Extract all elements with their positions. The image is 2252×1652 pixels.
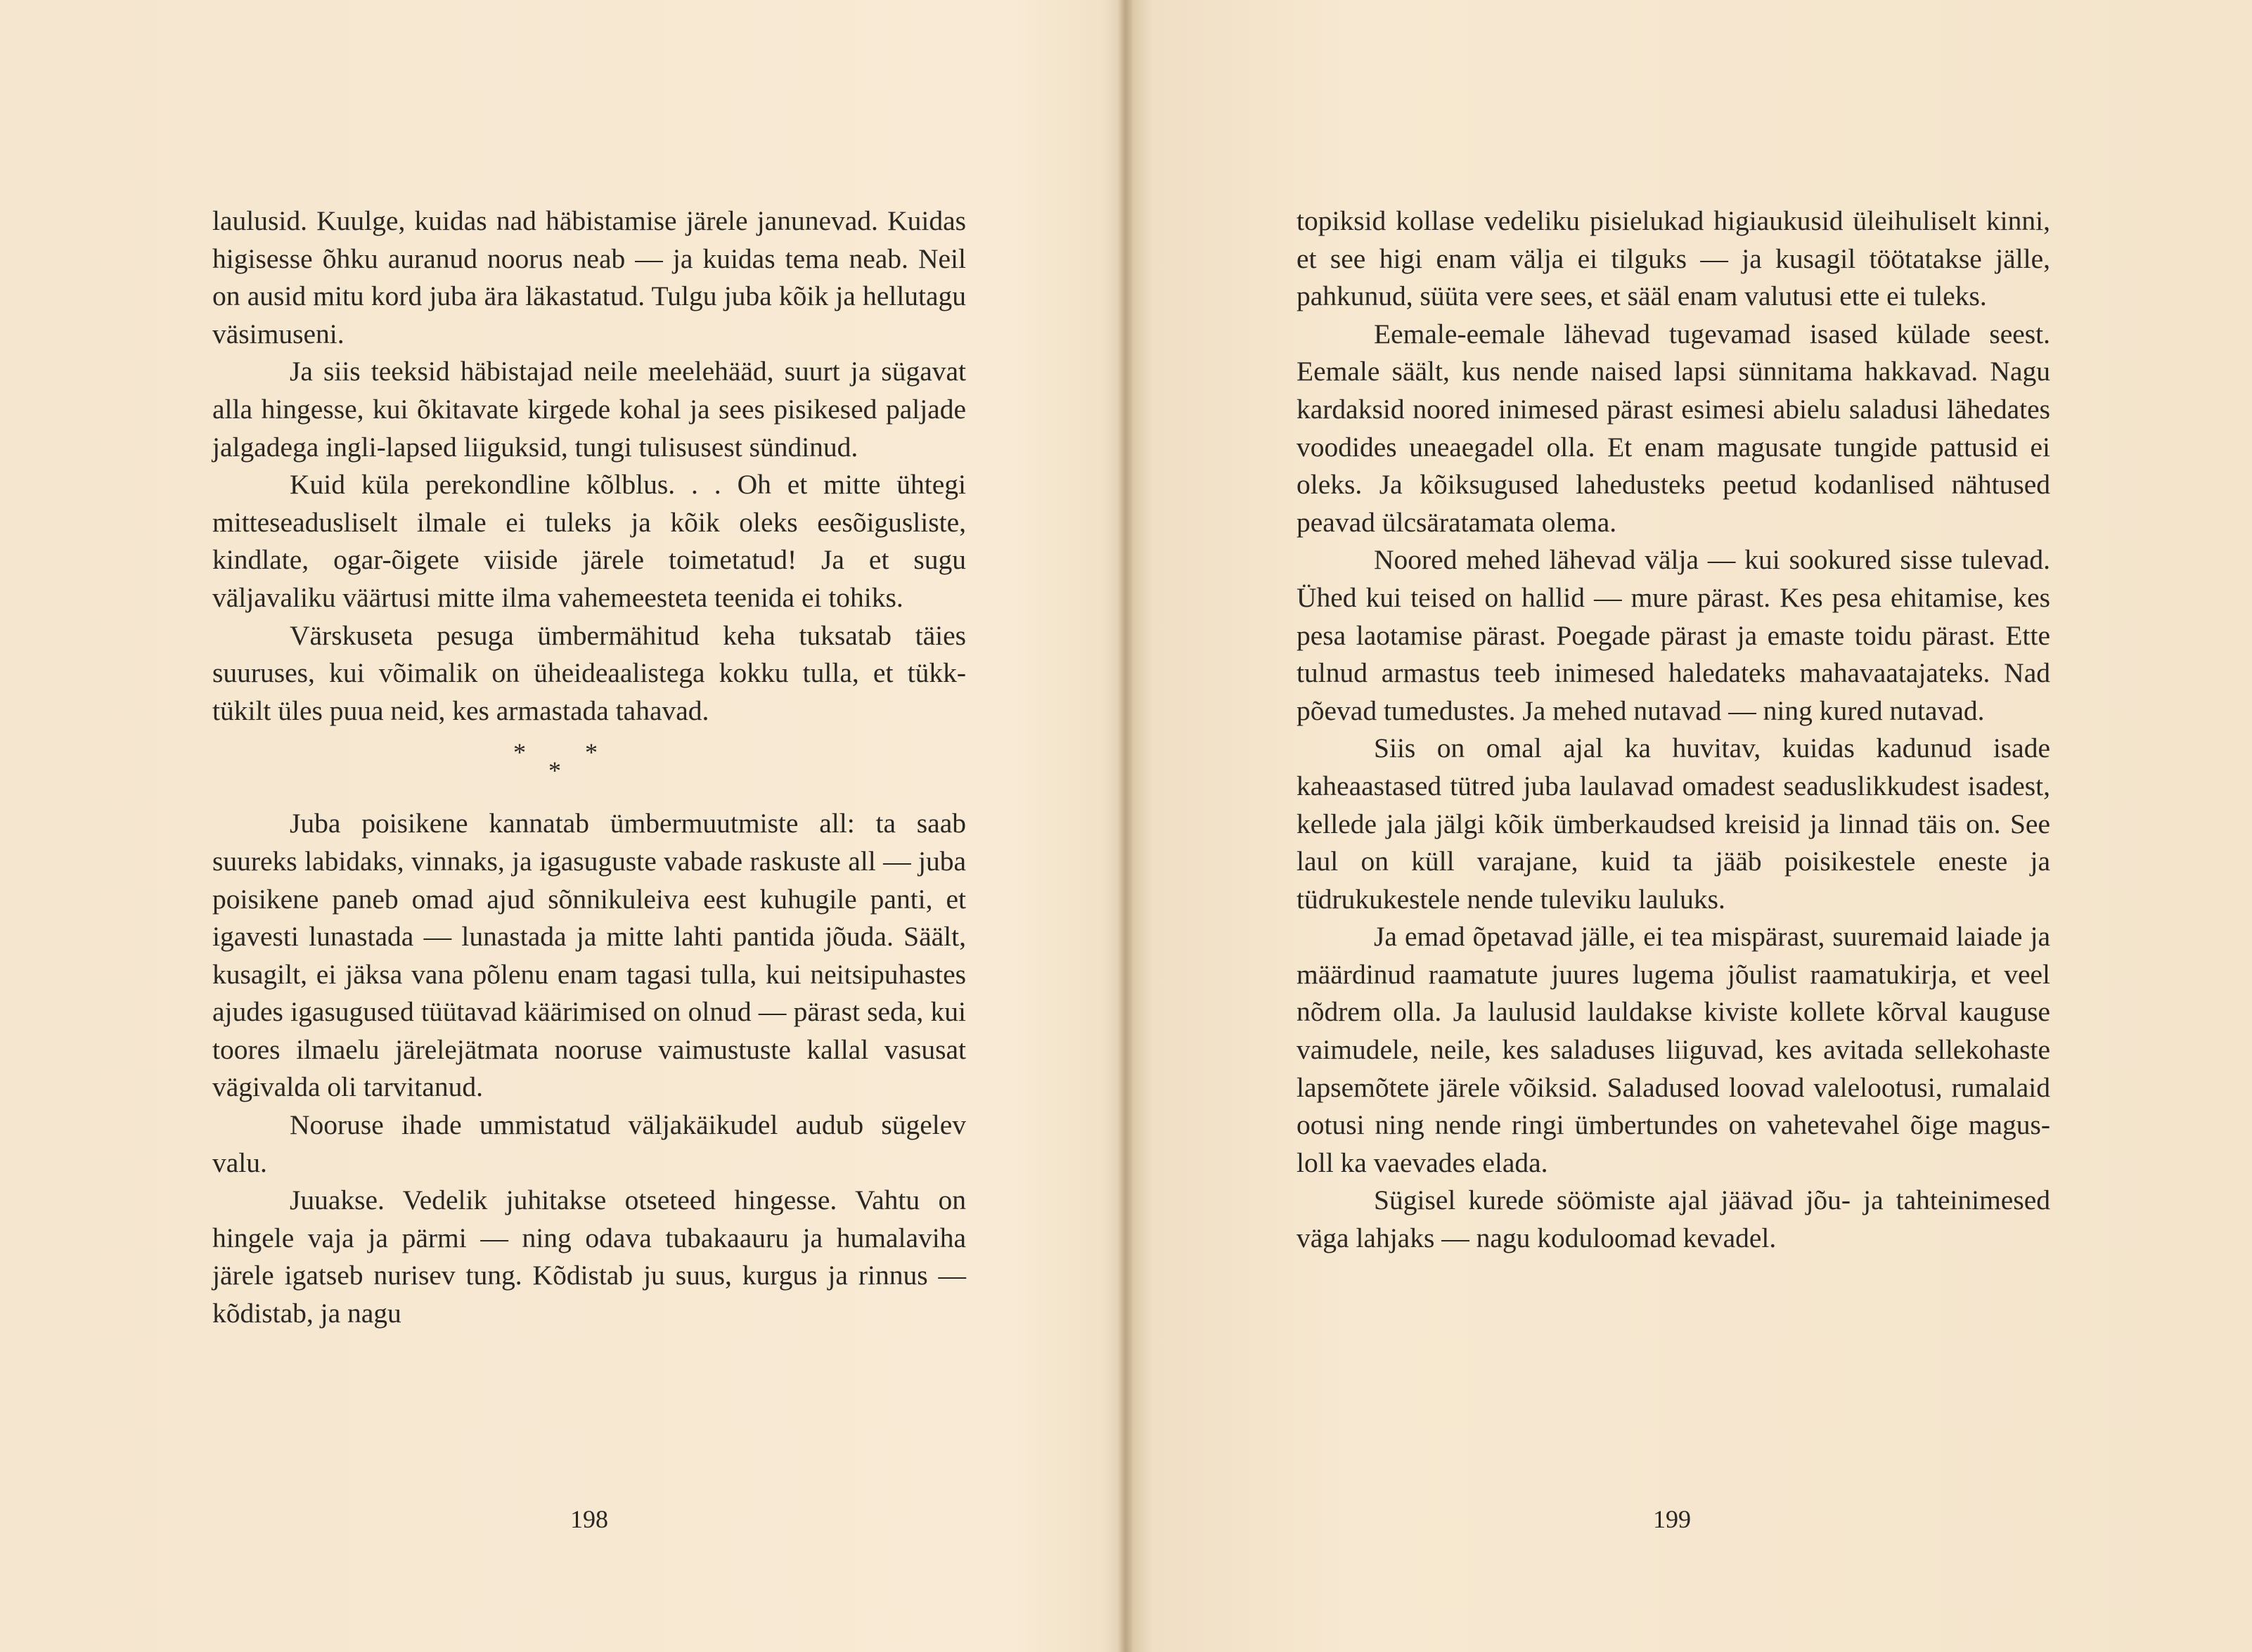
left-paragraph: Juuakse. Vedelik juhitakse otseteed hingesse. Vahtu on hingele vaja ja pärmi — ning odava tubakaauru ja humalaviha järele igatseb nurisev tung. Kõdistab ju suus, kurgus ja rinnus — kõdistab, ja nagu: [212, 1185, 966, 1329]
book-gutter: [1118, 0, 1133, 1652]
page-number-left: 198: [570, 1505, 608, 1533]
right-paragraph: topiksid kollase vedeliku pisielukad higiaukusid üleihuliselt kinni, et see higi enam välja ei tilguks — ja kusagil töötatakse jälle, pahkunud, süüta vere sees, et sääl enam valutusi ette ei tuleks.: [1296, 205, 2050, 312]
left-paragraph: Juba poisikene kannatab ümbermuutmiste all: ta saab suureks labidaks, vinnaks, ja igasuguste vabade raskuste all — juba poisikene paneb omad ajud sõnnikuleiva eest kuhugile panti, et igavesti lunastada — lunastada ja mitte lahti pantida jõuda. Säält, kusagilt, ei jäksa vana põlenu enam tagasi tulla, kui neitsipuhastes ajudes igasugused tüütavad käärimised on olnud — pärast seda, kui toores ilmaelu järelejätmata nooruse vaimustuste kallal vasusat vägivalda oli tarvitanud.: [212, 808, 966, 1103]
right-paragraph: Ja emad õpetavad jälle, ei tea mispärast, suuremaid laiade ja määrdinud raamatute juures lugema jõulist raamatukirja, et veel nõdrem olla. Ja laulusid lauldakse kiviste kollete kõrval kauguse vaimudele, neile, kes saladuses liiguvad, kes avitada sellekohaste lapsemõtete järele võiksid. Saladused loovad valelootusi, rumalaid ootusi ning nende ringi ümbertundes on vahetevahel õige magus-loll ka vaevades elada.: [1296, 921, 2050, 1178]
right-paragraph: Eemale-eemale lähevad tugevamad isased külade seest. Eemale säält, kus nende naised lapsi sünnitama hakkavad. Nagu kardaksid noored inimesed pärast esimesi abielu saladusi lähedates voodides uneaegadel olla. Et enam magusate tungide pattusid ei oleks. Ja kõiksugused lahedusteks peetud kodanlised nähtused peavad ülcsäratamata olema.: [1296, 318, 2050, 538]
right-paragraph: Sügisel kurede söömiste ajal jäävad jõu- ja tahteinimesed väga lahjaks — nagu koduloomad kevadel.: [1296, 1185, 2050, 1254]
left-page-text: [212, 202, 966, 1333]
right-paragraph: Noored mehed lähevad välja — kui sookured sisse tulevad. Ühed kui teised on hallid — mure pärast. Kes pesa ehitamise, kes pesa laotamise pärast. Poegade pärast ja emaste toidu pärast. Ette tulnud armastus teeb inimesed haledateks mahavaatajateks. Nad põevad tumedustes. Ja mehed nutavad — ning kured nutavad.: [1296, 544, 2050, 726]
left-paragraph: laulusid. Kuulge, kuidas nad häbistamise järele janunevad. Kuidas higisesse õhku auranud noorus neab — ja kuidas tema neab. Neil on ausid mitu kord juba ära läkastatud. Tulgu juba kõik ja hellutagu väsimuseni.: [212, 205, 966, 349]
left-paragraph: Kuid küla perekondline kõlblus. . . Oh et mitte ühtegi mitteseadusliselt ilmale ei tuleks ja kõik oleks eesõigusliste, kindlate, ogar-õigete viiside järele toimetatud! Ja et sugu väljavaliku väärtusi mitte ilma vahemeesteta teenida ei tohiks.: [212, 469, 966, 613]
section-break-asterisks: [212, 730, 966, 805]
left-paragraph: Ja siis teeksid häbistajad neile meelehääd, suurt ja sügavat alla hingesse, kui õkitavate kirgede kohal ja sees pisikesed paljade jalgadega ingli-lapsed liiguksid, tungi tulisusest sündinud.: [212, 356, 966, 463]
page-number-right: 199: [1653, 1505, 1691, 1533]
right-page-text: [1296, 202, 2050, 1258]
right-paragraph: Siis on omal ajal ka huvitav, kuidas kadunud isade kaheaastased tütred juba laulavad omadest seaduslikkudest isadest, kellede jala jälgi kõik ümberkaudsed kreisid ja linnad täis on. See laul on küll varajane, kuid ta jääb poisikestele eneste ja tüdrukukestele nende tuleviku lauluks.: [1296, 733, 2050, 915]
asterisk: *: [548, 756, 561, 785]
left-paragraph: Nooruse ihade ummistatud väljakäikudel audub sügelev valu.: [212, 1109, 966, 1178]
asterisk: *: [585, 738, 598, 767]
left-paragraph: Värskuseta pesuga ümbermähitud keha tuksatab täies suuruses, kui võimalik on üheideaalistega kokku tulla, et tükk-tükilt üles puua neid, kes armastada tahavad.: [212, 619, 966, 726]
asterisk: *: [513, 738, 526, 767]
